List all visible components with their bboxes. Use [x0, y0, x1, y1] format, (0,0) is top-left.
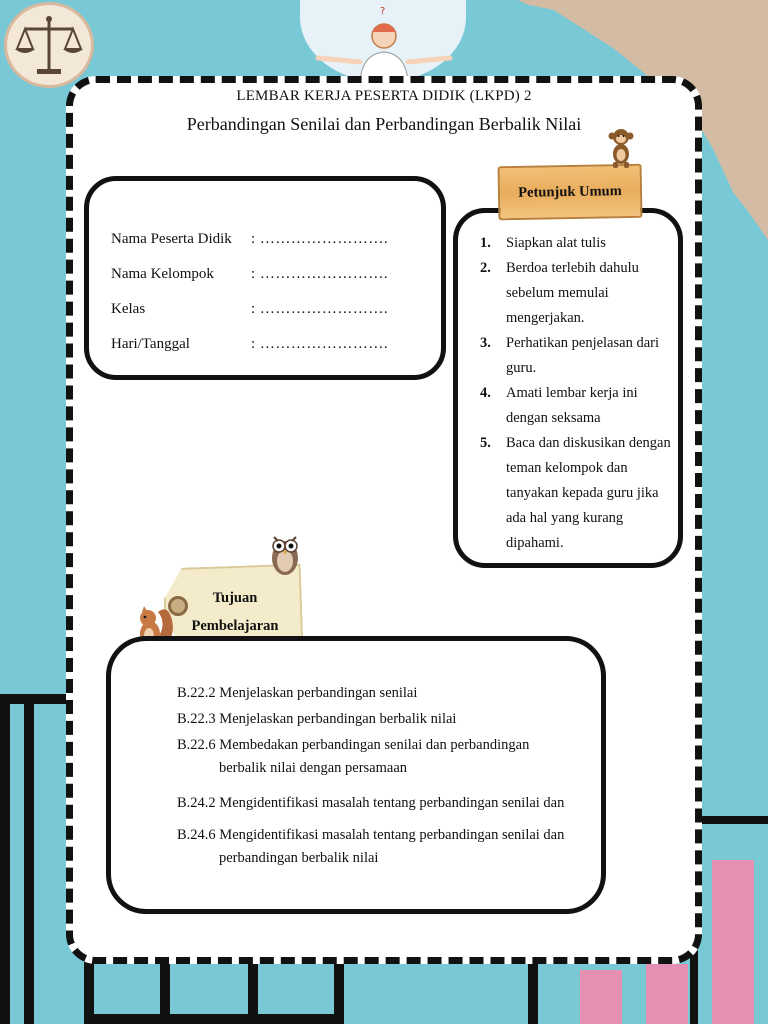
list-item: 5. Baca dan diskusikan dengan teman kelompok dan tanyakan kepada guru jika ada hal yang kurang dipahami. — [480, 435, 671, 551]
list-item: 1. Siapkan alat tulis — [480, 235, 606, 251]
balance-scale-icon — [4, 2, 94, 88]
list-item: B.22.3 Menjelaskan perbandingan berbalik nilai — [177, 711, 457, 727]
frame-bar — [84, 1014, 344, 1024]
list-item: B.22.6 Membedakan perbandingan senilai dan perbandingan berbalik nilai dengan persamaan — [177, 737, 530, 776]
identity-row — [111, 266, 388, 283]
guide-heading-sign: Petunjuk Umum — [498, 164, 643, 221]
pink-bar — [712, 860, 754, 1024]
frame-bar — [0, 694, 74, 704]
identity-label: Nama Kelompok — [111, 266, 214, 282]
identity-row — [111, 301, 388, 318]
identity-label: Kelas — [111, 301, 146, 317]
svg-text:?: ? — [380, 6, 386, 17]
list-item: B.24.2 Mengidentifikasi masalah tentang perbandingan senilai dan — [177, 795, 565, 811]
identity-label: Nama Peserta Didik — [111, 231, 232, 247]
list-item: B.22.2 Menjelaskan perbandingan senilai — [177, 685, 418, 701]
frame-bar — [0, 694, 10, 1024]
list-item: 3. Perhatikan penjelasan dari guru. — [480, 335, 659, 376]
list-item: B.24.6 Mengidentifikasi masalah tentang perbandingan senilai dan perbandingan berbalik nilai — [177, 827, 565, 866]
list-item: 4. Amati lembar kerja ini dengan seksama — [480, 385, 638, 426]
frame-bar — [700, 816, 768, 824]
identity-value-field[interactable]: : ……………………. — [251, 266, 389, 282]
confused-person-icon — [300, 0, 466, 82]
identity-row — [111, 336, 388, 353]
identity-box — [84, 176, 446, 380]
pink-bar — [646, 964, 688, 1024]
guide-box — [453, 208, 683, 568]
identity-row — [111, 231, 388, 248]
identity-value-field[interactable]: : ……………………. — [251, 301, 389, 317]
list-item: 2. Berdoa terlebih dahulu sebelum memulai mengerjakan. — [480, 260, 639, 326]
guide-list — [480, 231, 680, 556]
page-subtitle: Perbandingan Senilai dan Perbandingan Berbalik Nilai — [186, 114, 582, 134]
frame-bar — [24, 704, 34, 1024]
owl-icon — [268, 530, 302, 578]
monkey-icon — [606, 126, 636, 168]
pink-bar — [580, 970, 622, 1024]
goals-heading: Tujuan Pembelajaran — [191, 590, 279, 634]
identity-value-field[interactable]: : ……………………. — [251, 336, 389, 352]
identity-label: Hari/Tanggal — [111, 336, 190, 352]
page-title: LEMBAR KERJA PESERTA DIDIK (LKPD) 2 — [236, 88, 532, 104]
identity-value-field[interactable]: : ……………………. — [251, 231, 389, 247]
goals-box — [106, 636, 606, 914]
